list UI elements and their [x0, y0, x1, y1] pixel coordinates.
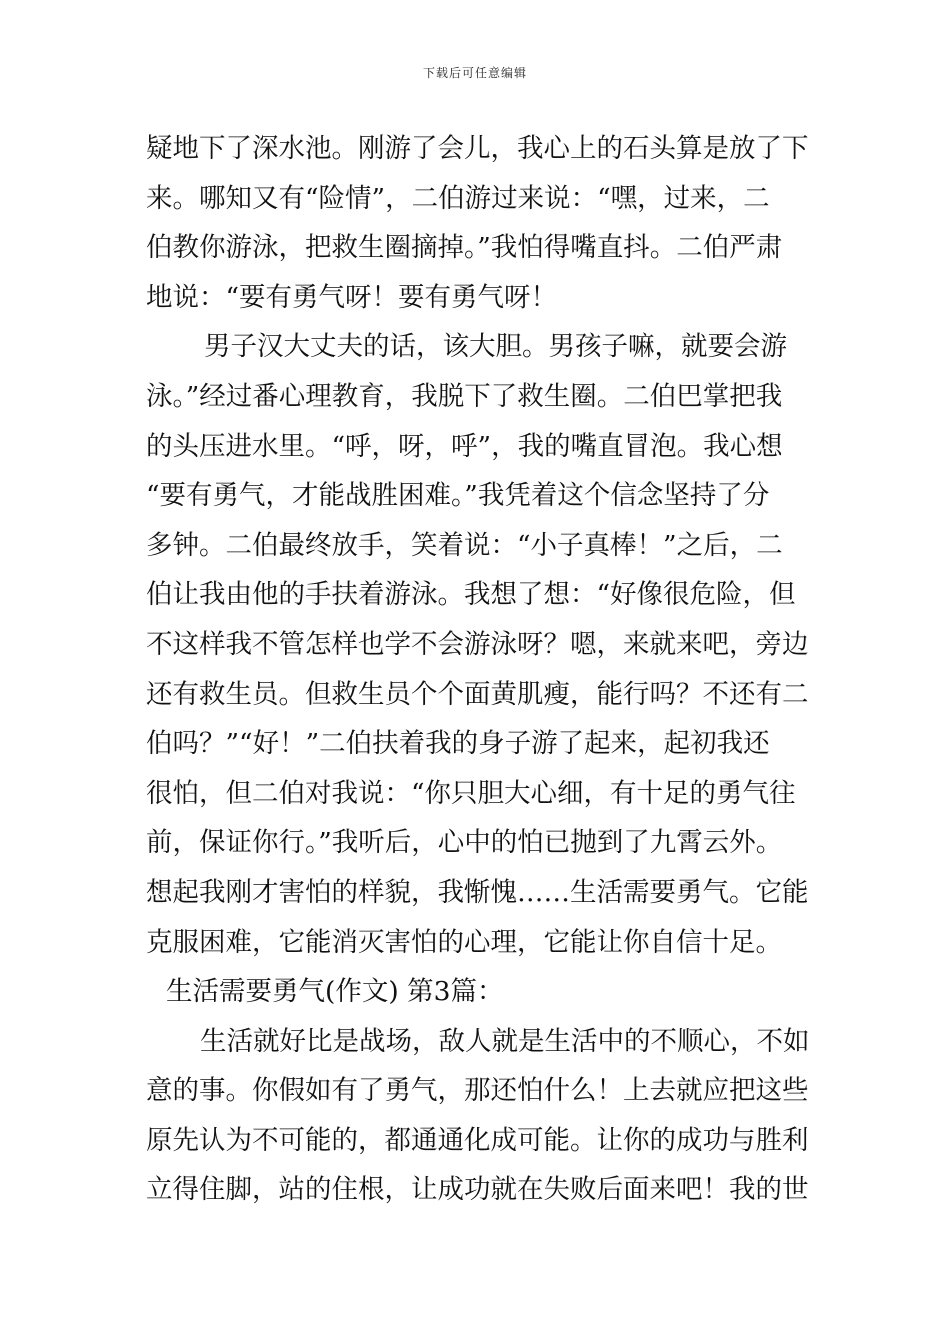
page-header: 下载后可任意编辑 [422, 66, 527, 80]
text-line: 克服困难，它能消灭害怕的心理，它能让你自信十足。 [146, 926, 782, 958]
text-line: 的头压进水里。“呼，呀，呼”，我的嘴直冒泡。我心想 [146, 430, 783, 462]
text-line: 还有救生员。但救生员个个面黄肌瘦，能行吗？不还有二 [146, 678, 809, 710]
text-line: 男子汉大丈夫的话，该大胆。男孩子嘛，就要会游 [204, 331, 787, 363]
text-line: 疑地下了深水池。刚游了会儿，我心上的石头算是放了下 [146, 133, 809, 164]
text-line: 不这样我不管怎样也学不会游泳呀？嗯，来就来吧，旁边 [146, 628, 809, 660]
text-line: 伯教你游泳，把救生圈摘掉。”我怕得嘴直抖。二伯严肃 [146, 232, 783, 264]
text-line: 生活就好比是战场，敌人就是生活中的不顺心，不如 [200, 1025, 810, 1057]
text-line: 原先认为不可能的，都通通化成可能。让你的成功与胜利 [146, 1124, 809, 1156]
text-line: 泳。”经过番心理教育，我脱下了救生圈。二伯巴掌把我 [146, 380, 783, 412]
text-line: 想起我刚才害怕的样貌，我惭愧……生活需要勇气。它能 [146, 876, 809, 908]
section-heading: 生活需要勇气(作文) 第3篇： [166, 976, 504, 1008]
text-line: 意的事。你假如有了勇气，那还怕什么！上去就应把这些 [146, 1075, 809, 1107]
text-line: 很怕，但二伯对我说：“你只胆大心细，有十足的勇气往 [146, 777, 796, 809]
text-line: 多钟。二伯最终放手，笑着说：“小子真棒！”之后，二 [146, 529, 783, 561]
text-line: 地说：“要有勇气呀！要有勇气呀！ [146, 281, 558, 313]
text-line: “要有勇气，才能战胜困难。”我凭着这个信念坚持了分 [146, 480, 770, 512]
document-body [146, 124, 826, 1215]
text-line: 来。哪知又有“险情”，二伯游过来说：“嘿，过来，二 [146, 182, 770, 214]
text-line: 伯让我由他的手扶着游泳。我想了想：“好像很危险，但 [146, 579, 796, 611]
text-line: 伯吗？”“好！”二伯扶着我的身子游了起来，起初我还 [146, 728, 770, 760]
text-line: 立得住脚，站的住根，让成功就在失败后面来吧！我的世 [146, 1174, 809, 1206]
text-line: 前，保证你行。”我听后，心中的怕已抛到了九霄云外。 [146, 827, 783, 859]
